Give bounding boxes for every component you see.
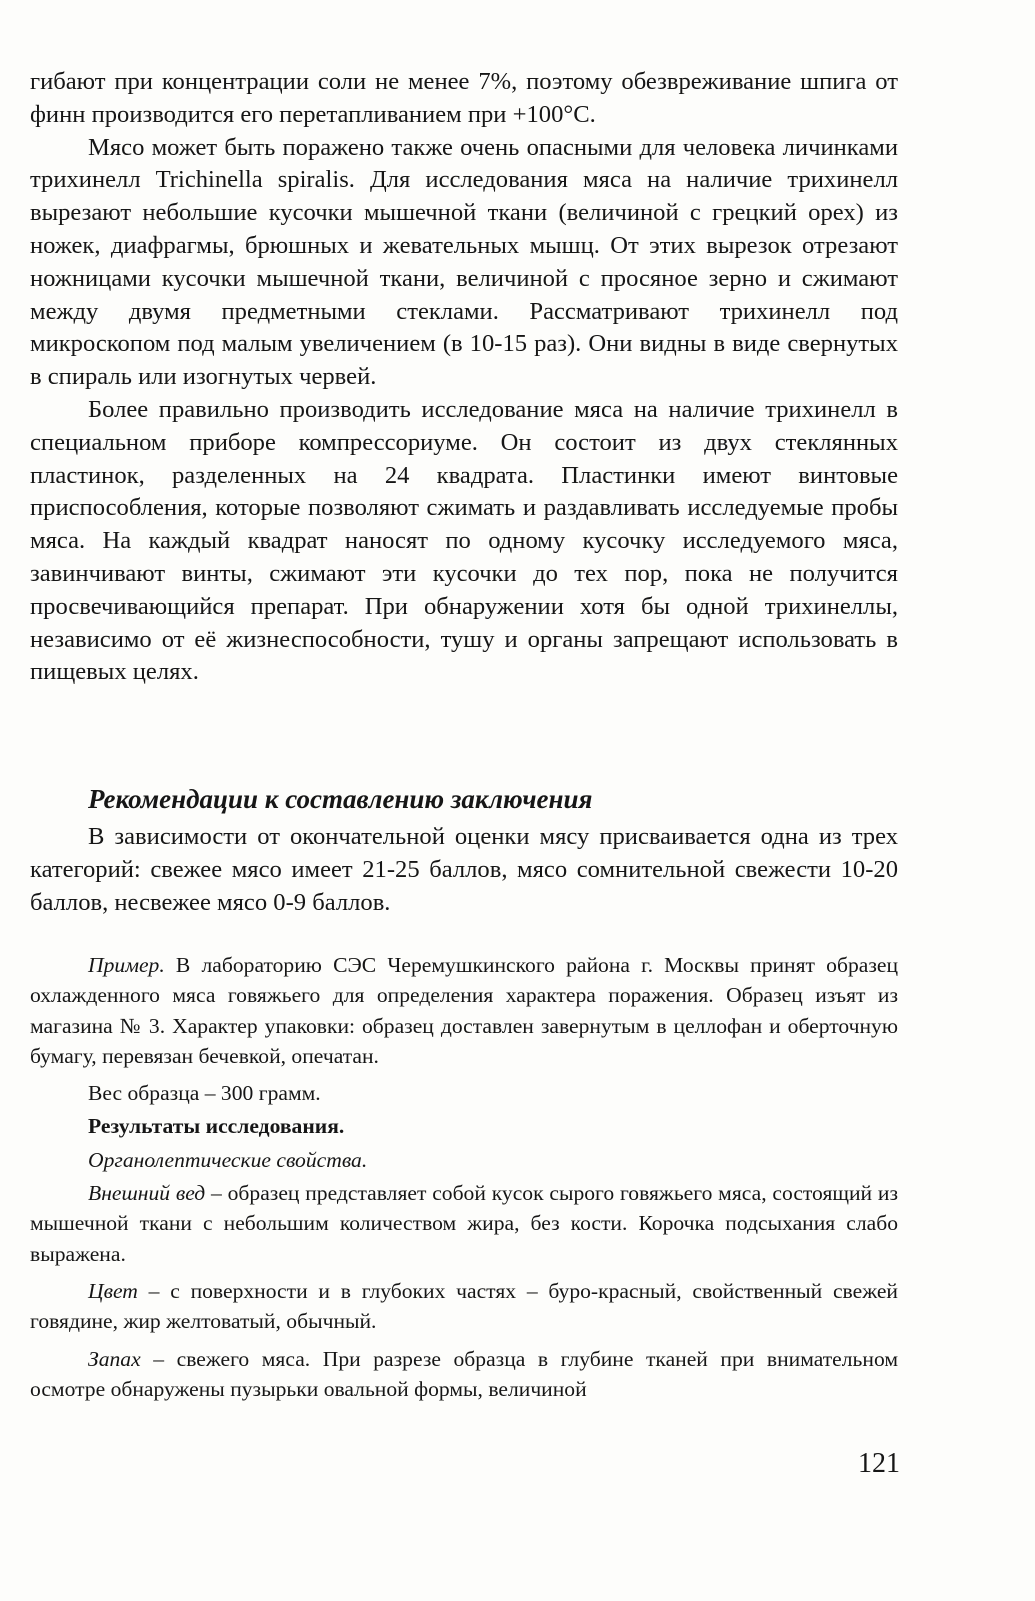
- paragraph-continuation: гибают при концентрации соли не менее 7%, поэтому обезвреживание шпига от финн производится его перетапливанием при +100°С.: [30, 68, 898, 128]
- appearance-text: – образец представляет собой кусок сырого говяжьего мяса, состоящий из мышечной ткани с небольшим количеством жира, без кости. Корочка подсыхания слабо выражена.: [30, 1181, 898, 1266]
- sample-weight: Вес образца – 300 грамм.: [88, 1081, 321, 1106]
- smell-text: – свежего мяса. При разрезе образца в глубине тканей при внимательном осмотре обнаружены пузырьки овальной формы, величиной: [30, 1346, 898, 1401]
- appearance-label: Внешний вед: [88, 1181, 206, 1206]
- example-block: [30, 950, 898, 1411]
- paragraph-compressorium: Более правильно производить исследование мяса на наличие трихинелл в специальном приборе компрессориуме. Он состоит из двух стеклянных пластинок, разделенных на 24 квадрата. Пластинки имеют винтовые приспособления, которые позволяют сжимать и раздавливать исследуемые пробы мяса. На каждый квадрат наносят по одному кусочку исследуемого мяса, завинчивают винты, сжимают эти кусочки до тех пор, пока не получится просвечивающийся препарат. При обнаружении хотя бы одной трихинеллы, независимо от её жизнеспособности, тушу и органы запрещают использовать в пищевых целях.: [30, 395, 898, 686]
- appearance-paragraph: [30, 1178, 898, 1269]
- color-paragraph: [30, 1276, 898, 1337]
- page-number: 121: [858, 1448, 900, 1479]
- paragraph-categories: В зависимости от окончательной оценки мясу присваивается одна из трех категорий: свежее мясо имеет 21-25 баллов, мясо сомнительной свежести 10-20 баллов, несвежее мясо 0-9 баллов.: [30, 823, 898, 916]
- organoleptic-heading: Органолептические свойства.: [88, 1147, 368, 1172]
- smell-paragraph: [30, 1344, 898, 1405]
- smell-label: Запах: [88, 1346, 141, 1371]
- recommendations-section: [30, 783, 898, 919]
- example-text: В лабораторию СЭС Черемушкинского района г. Москвы принят образец охлажденного мяса говяжьего для определения характера поражения. Образец изъят из магазина № 3. Характер упаковки: образец доставлен завернутым в целлофан и оберточную бумагу, перевязан бечевкой, опечатан.: [30, 953, 898, 1068]
- color-label: Цвет: [88, 1278, 138, 1303]
- section-heading: Рекомендации к составлению заключения: [88, 784, 593, 814]
- results-heading: Результаты исследования.: [88, 1114, 345, 1139]
- color-text: – с поверхности и в глубоких частях – буро-красный, свойственный свежей говядине, жир желтоватый, обычный.: [30, 1278, 898, 1334]
- main-text-block: [30, 66, 898, 689]
- paragraph-trichinella: Мясо может быть поражено также очень опасными для человека личинками трихинелл Trichinella spiralis. Для исследования мяса на наличие трихинелл вырезают небольшие кусочки мышечной ткани (величиной с грецкий орех) из ножек, диафрагмы, брюшных и жевательных мышц. От этих вырезок отрезают ножницами кусочки мышечной ткани, величиной с просяное зерно и сжимают между двумя предметными стеклами. Рассматривают трихинелл под микроскопом под малым увеличением (в 10-15 раз). Они видны в виде свернутых в спираль или изогнутых червей.: [30, 133, 898, 391]
- example-lead: Пример.: [88, 953, 165, 977]
- example-paragraph: [30, 950, 898, 1071]
